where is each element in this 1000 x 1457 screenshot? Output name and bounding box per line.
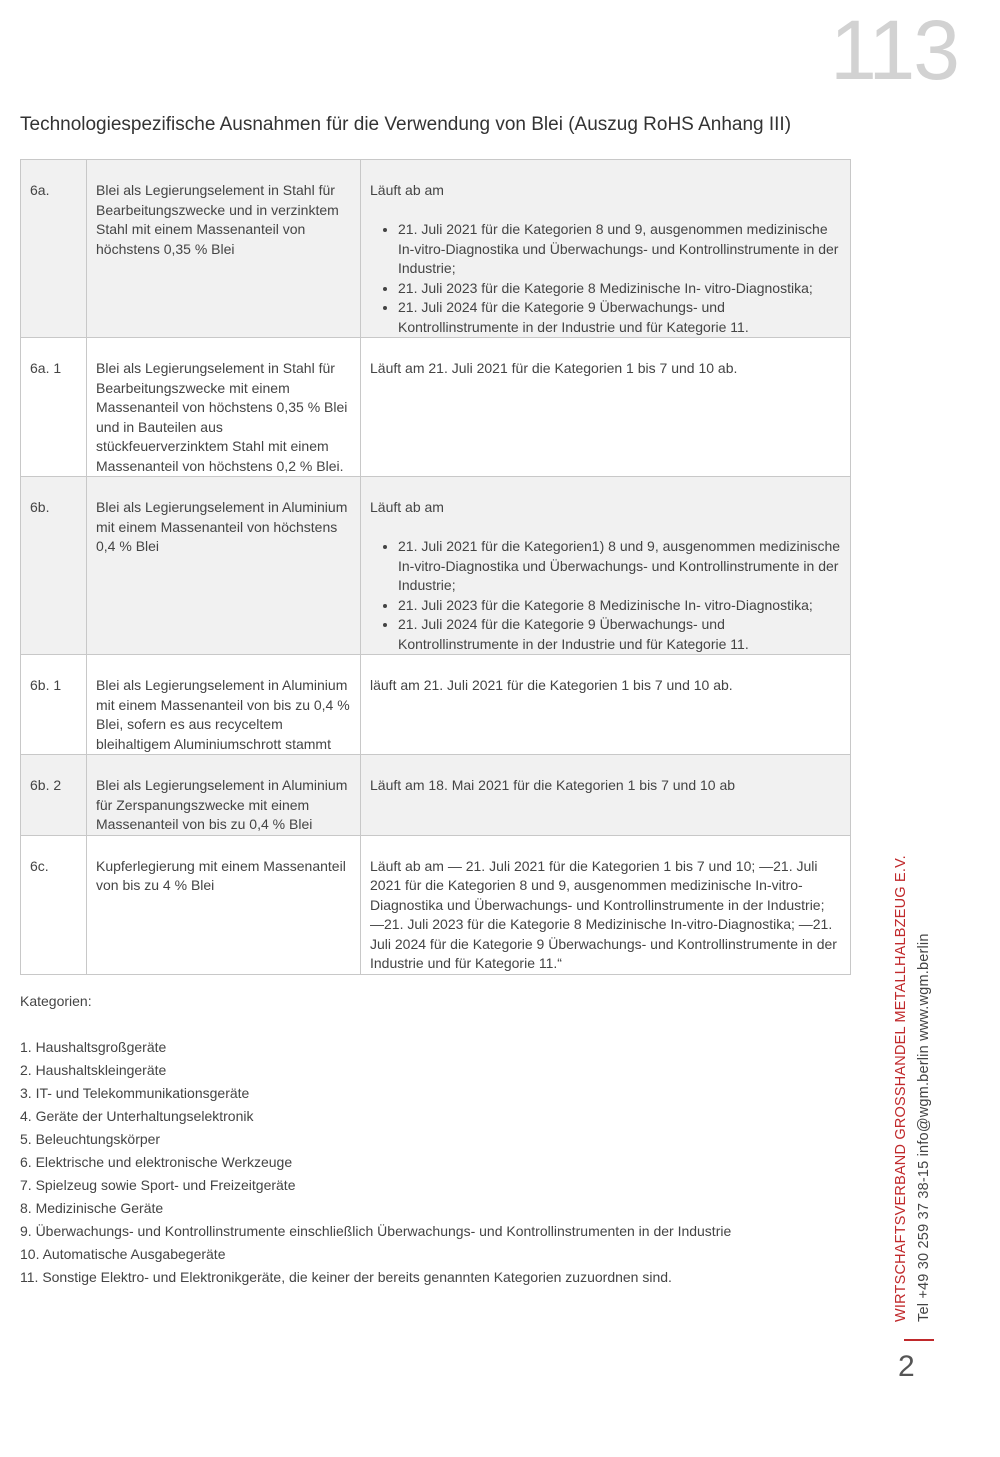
list-item: 9. Überwachungs- und Kontrollinstrumente einschließlich Überwachungs- und Kontrollinstrumenten in der Industrie bbox=[20, 1223, 732, 1239]
exemption-id: 6a. 1 bbox=[21, 338, 87, 477]
exemption-expiry: läuft am 21. Juli 2021 für die Kategorien 1 bis 7 und 10 ab. bbox=[361, 655, 851, 755]
list-item: 7. Spielzeug sowie Sport- und Freizeitgeräte bbox=[20, 1177, 296, 1193]
table-row bbox=[21, 835, 851, 974]
footer-page-number: 2 bbox=[898, 1350, 915, 1383]
exemption-expiry-cell bbox=[361, 477, 851, 655]
list-item: • 21. Juli 2024 für die Kategorie 9 Überwachungs- und Kontrollinstrumente in der Industrie und für Kategorie 11. bbox=[398, 298, 841, 337]
list-item: 2. Haushaltskleingeräte bbox=[20, 1062, 167, 1078]
exemption-expiry: Läuft ab am bbox=[370, 499, 444, 515]
exemption-description: Blei als Legierungselement in Stahl für Bearbeitungszwecke und in verzinktem Stahl mit einem Massenanteil von höchstens 0,35 % Blei bbox=[87, 160, 361, 338]
list-item: 6. Elektrische und elektronische Werkzeuge bbox=[20, 1154, 293, 1170]
table-row bbox=[21, 160, 851, 338]
list-item: 1. Haushaltsgroßgeräte bbox=[20, 1039, 167, 1055]
sidebar-organization: WIRTSCHAFTSVERBAND GROSSHANDEL METALLHALBZEUG E.V. bbox=[893, 855, 909, 1322]
table-row bbox=[21, 338, 851, 477]
sidebar-divider bbox=[904, 1339, 934, 1341]
categories-section bbox=[20, 990, 850, 1289]
exemption-description: Blei als Legierungselement in Aluminium mit einem Massenanteil von bis zu 0,4 % Blei, sofern es aus recyceltem bleihaltigem Aluminiumschrott stammt bbox=[87, 655, 361, 755]
exemption-id: 6b. 2 bbox=[21, 755, 87, 836]
page-number-large: 113 bbox=[830, 3, 958, 97]
exemption-id: 6b. 1 bbox=[21, 655, 87, 755]
sidebar-contact: Tel +49 30 259 37 38-15 info@wgm.berlin www.wgm.berlin bbox=[916, 933, 932, 1322]
exemption-expiry: Läuft am 21. Juli 2021 für die Kategorien 1 bis 7 und 10 ab. bbox=[361, 338, 851, 477]
table-row bbox=[21, 755, 851, 836]
list-item: 3. IT- und Telekommunikationsgeräte bbox=[20, 1085, 250, 1101]
categories-heading: Kategorien: bbox=[20, 993, 92, 1009]
exemption-description: Blei als Legierungselement in Aluminium für Zerspanungszwecke mit einem Massenanteil von bis zu 0,4 % Blei bbox=[87, 755, 361, 836]
list-item: • 21. Juli 2023 für die Kategorie 8 Medizinische In- vitro-Diagnostika; bbox=[398, 279, 841, 299]
expiry-bullet-list bbox=[370, 537, 841, 654]
list-item: 8. Medizinische Geräte bbox=[20, 1200, 164, 1216]
list-item: • 21. Juli 2021 für die Kategorien 8 und 9, ausgenommen medizinische In-vitro-Diagnostika und Überwachungs- und Kontrollinstrumente in der Industrie; bbox=[398, 220, 841, 279]
list-item: 4. Geräte der Unterhaltungselektronik bbox=[20, 1108, 254, 1124]
list-item: • 21. Juli 2021 für die Kategorien1) 8 und 9, ausgenommen medizinische In-vitro-Diagnostika und Überwachungs- und Kontrollinstrumente in der Industrie; bbox=[398, 537, 841, 596]
page-title: Technologiespezifische Ausnahmen für die Verwendung von Blei (Auszug RoHS Anhang III) bbox=[20, 114, 792, 135]
exemption-id: 6c. bbox=[21, 835, 87, 974]
list-item: 11. Sonstige Elektro- und Elektronikgeräte, die keiner der bereits genannten Kategorien zuzuordnen sind. bbox=[20, 1269, 672, 1285]
exemption-expiry: Läuft am 18. Mai 2021 für die Kategorien 1 bis 7 und 10 ab bbox=[361, 755, 851, 836]
list-item: 10. Automatische Ausgabegeräte bbox=[20, 1246, 226, 1262]
exemption-expiry: Läuft ab am — 21. Juli 2021 für die Kategorien 1 bis 7 und 10; —21. Juli 2021 für die Kategorien 8 und 9, ausgenommen medizinische In-vitro-Diagnostika und Überwachungs- und Kontrollinstrumente in der Industrie; —21. Juli 2023 für die Kategorie 8 Medizinische In-vitro-Diagnostika; —21. Juli 2024 für die Kategorie 9 Überwachungs- und Kontrollinstrumente in der Industrie und für Kategorie 11.“ bbox=[361, 835, 851, 974]
exemption-expiry: Läuft ab am bbox=[370, 182, 444, 198]
list-item: • 21. Juli 2024 für die Kategorie 9 Überwachungs- und Kontrollinstrumente in der Industrie und für Kategorie 11. bbox=[398, 615, 841, 654]
exemption-description: Kupferlegierung mit einem Massenanteil von bis zu 4 % Blei bbox=[87, 835, 361, 974]
expiry-bullet-list bbox=[370, 220, 841, 337]
exemptions-table bbox=[20, 159, 851, 975]
list-item: • 21. Juli 2023 für die Kategorie 8 Medizinische In- vitro-Diagnostika; bbox=[398, 596, 841, 616]
exemption-id: 6a. bbox=[21, 160, 87, 338]
list-item: 5. Beleuchtungskörper bbox=[20, 1131, 161, 1147]
exemption-id: 6b. bbox=[21, 477, 87, 655]
table-row bbox=[21, 477, 851, 655]
categories-list bbox=[20, 1036, 850, 1289]
exemption-description: Blei als Legierungselement in Stahl für Bearbeitungszwecke mit einem Massenanteil von höchstens 0,35 % Blei und in Bauteilen aus stückfeuerverzinktem Stahl mit einem Massenanteil von höchstens 0,2 % Blei. bbox=[87, 338, 361, 477]
table-row bbox=[21, 655, 851, 755]
exemption-expiry-cell bbox=[361, 160, 851, 338]
exemption-description: Blei als Legierungselement in Aluminium mit einem Massenanteil von höchstens 0,4 % Blei bbox=[87, 477, 361, 655]
